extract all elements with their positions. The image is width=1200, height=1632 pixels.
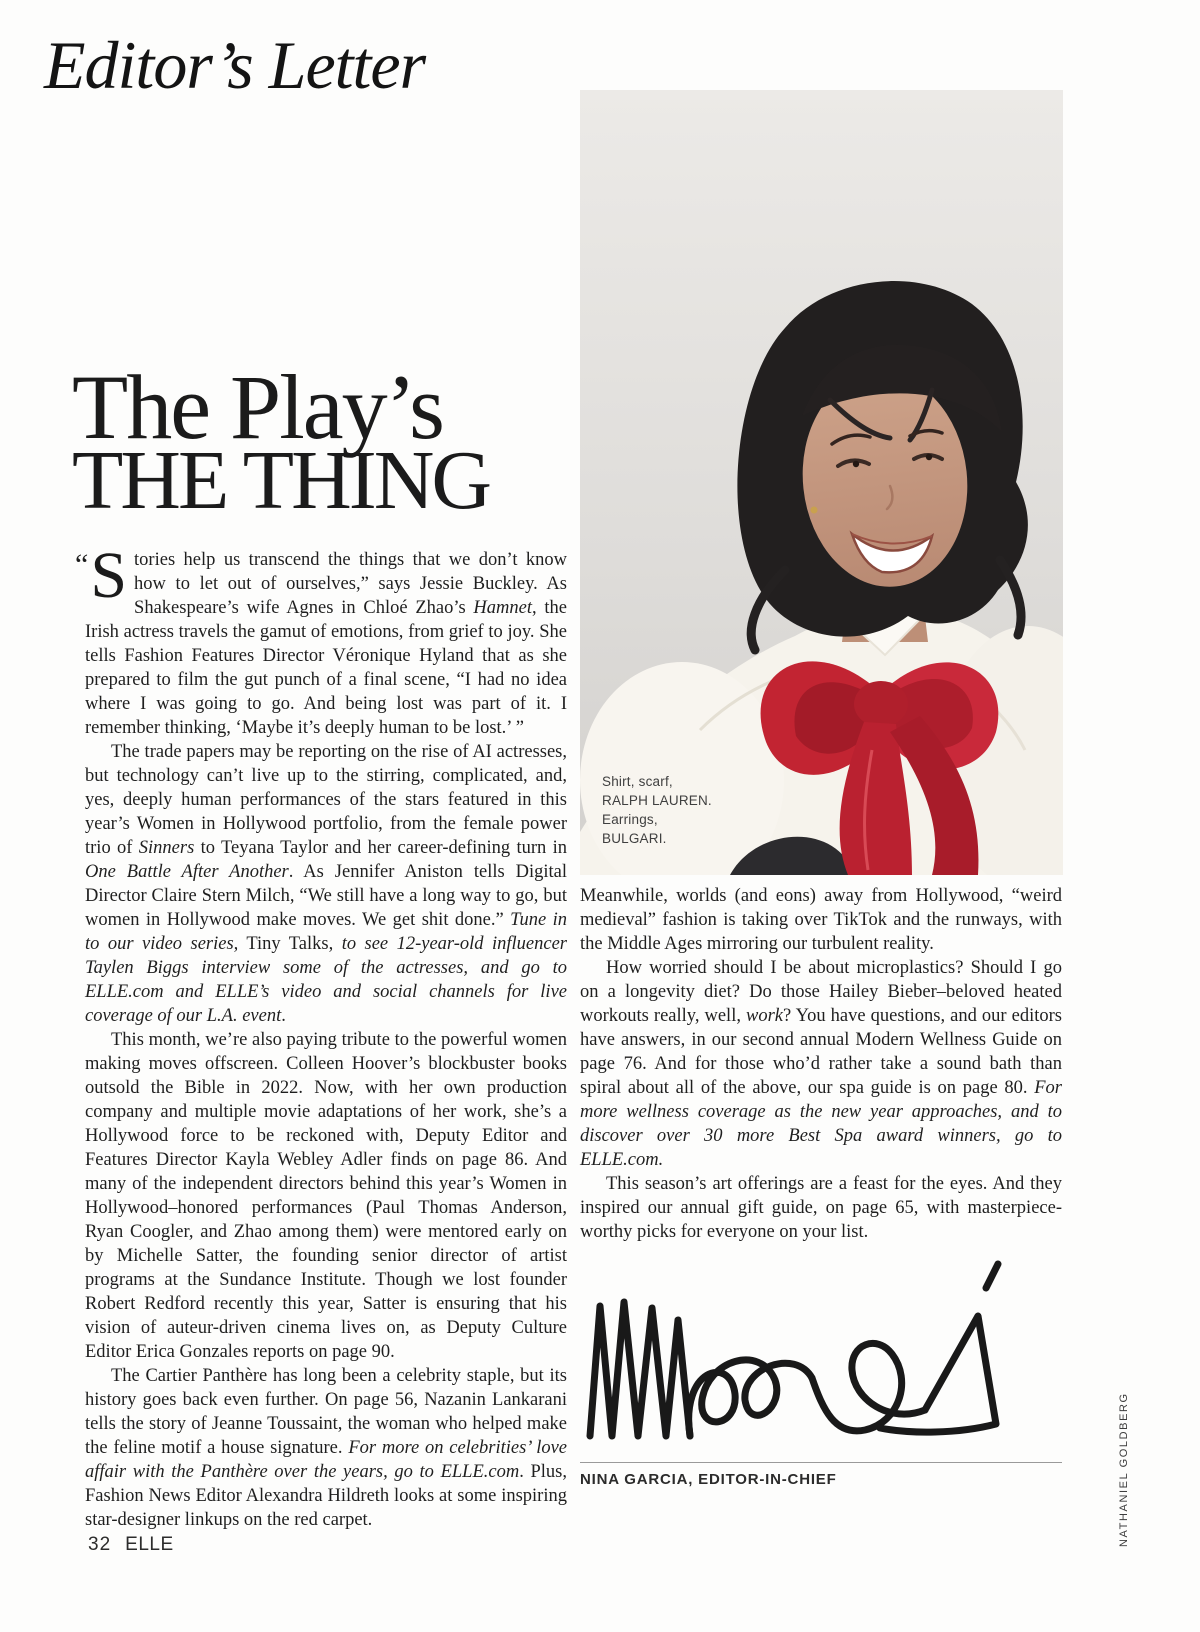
body-column-right <box>580 884 1062 1244</box>
paragraph: This season’s art offerings are a feast for the eyes. And they inspired our annual gift guide, on page 65, with masterpiece-worthy picks for everyone on your list. <box>580 1174 1062 1242</box>
photographer-credit: NATHANIEL GOLDBERG <box>1118 1392 1130 1547</box>
paragraph-lead-text: tories help us transcend the things that we don’t know how to let out of ourselves,” says Jessie Buckley. As Shakespeare’s wife Agnes in Chloé Zhao’s Hamnet, the Irish actress travels the gamut of emotions, from grief to joy. She tells Fashion Features Director Véronique Hyland that as she prepared to film the gut punch of a final scene, “I had no idea where I was going to go. And being lost was part of it. I remember thinking, ‘Maybe it’s deeply human to be lost.’ ” <box>85 550 567 738</box>
page-number: 32 <box>88 1534 112 1555</box>
editor-in-chief-caption: NINA GARCIA, EDITOR-IN-CHIEF <box>580 1471 837 1488</box>
headline-line-1: The Play’s <box>72 356 443 458</box>
paragraph-lead <box>75 539 567 740</box>
photo-caption-line: Shirt, scarf, <box>602 774 673 789</box>
signature-divider <box>580 1462 1062 1463</box>
editor-signature-block <box>580 1258 1062 1488</box>
drop-cap: S <box>90 539 128 612</box>
photo-caption-line: RALPH LAUREN. <box>602 793 712 808</box>
page-title: Editor’s Letter <box>44 27 426 103</box>
portrait-photo <box>580 90 1063 875</box>
photo-caption-line: BULGARI. <box>602 831 667 846</box>
signature-scribble <box>580 1258 1060 1458</box>
paragraph: The trade papers may be reporting on the rise of AI actresses, but technology can’t live up to the stirring, complicated, and, yes, deeply human performances of the stars featured in this year’s Women in Hollywood portfolio, from the female power trio of Sinners to Teyana Taylor and her career-defining turn in One Battle After Another. As Jennifer Aniston tells Digital Director Claire Stern Milch, “We still have a long way to go, but women in Hollywood make moves. We get shit done.” Tune in to our video series, Tiny Talks, to see 12-year-old influencer Taylen Biggs interview some of the actresses, and go to ELLE.com and ELLE’s video and social channels for live coverage of our L.A. event. <box>85 742 568 1026</box>
paragraph: This month, we’re also paying tribute to the powerful women making moves offscreen. Colleen Hoover’s blockbuster books outsold the Bible in 2022. Now, with her own production company and multiple movie adaptations of her work, she’s a Hollywood force to be reckoned with, Deputy Editor and Features Director Kayla Webley Adler finds on page 86. And many of the independent directors behind this year’s Women in Hollywood–honored performances (Paul Thomas Anderson, Ryan Coogler, and Zhao among them) were mentored early on by Michelle Satter, the founding senior director of artist programs at the Sundance Institute. Though we lost founder Robert Redford recently this year, Satter is ensuring that his vision of auteur-driven cinema lives on, as Deputy Culture Editor Erica Gonzales reports on page 90. <box>85 1030 567 1362</box>
portrait-illustration <box>580 90 1063 875</box>
body-column-left <box>75 539 568 1532</box>
photo-caption <box>602 772 712 848</box>
headline-line-2: THE THING <box>72 433 490 527</box>
article-headline <box>72 356 490 527</box>
opening-quote: “ <box>75 548 89 581</box>
photo-caption-line: Earrings, <box>602 812 658 827</box>
paragraph: The Cartier Panthère has long been a celebrity staple, but its history goes back even further. On page 56, Nazanin Lankarani tells the story of Jeanne Toussaint, the woman who helped make the feline motif a house signature. For more on celebrities’ love affair with the Panthère over the years, go to ELLE.com. Plus, Fashion News Editor Alexandra Hildreth looks at some inspiring star-designer linkups on the red carpet. <box>85 1366 568 1530</box>
paragraph: How worried should I be about microplastics? Should I go on a longevity diet? Do those Hailey Bieber–beloved heated workouts really, well, work? You have questions, and our editors have answers, in our second annual Modern Wellness Guide on page 76. And for those who’d rather take a sound bath than spiral about all of the above, our spa guide is on page 80. For more wellness coverage as the new year approaches, and to discover over 30 more Best Spa award winners, go to ELLE.com. <box>580 958 1062 1170</box>
paragraph: Meanwhile, worlds (and eons) away from Hollywood, “weird medieval” fashion is taking over TikTok and the runways, with the Middle Ages mirroring our turbulent reality. <box>580 886 1062 954</box>
page-footer <box>88 1534 174 1556</box>
magazine-name: ELLE <box>125 1534 174 1555</box>
